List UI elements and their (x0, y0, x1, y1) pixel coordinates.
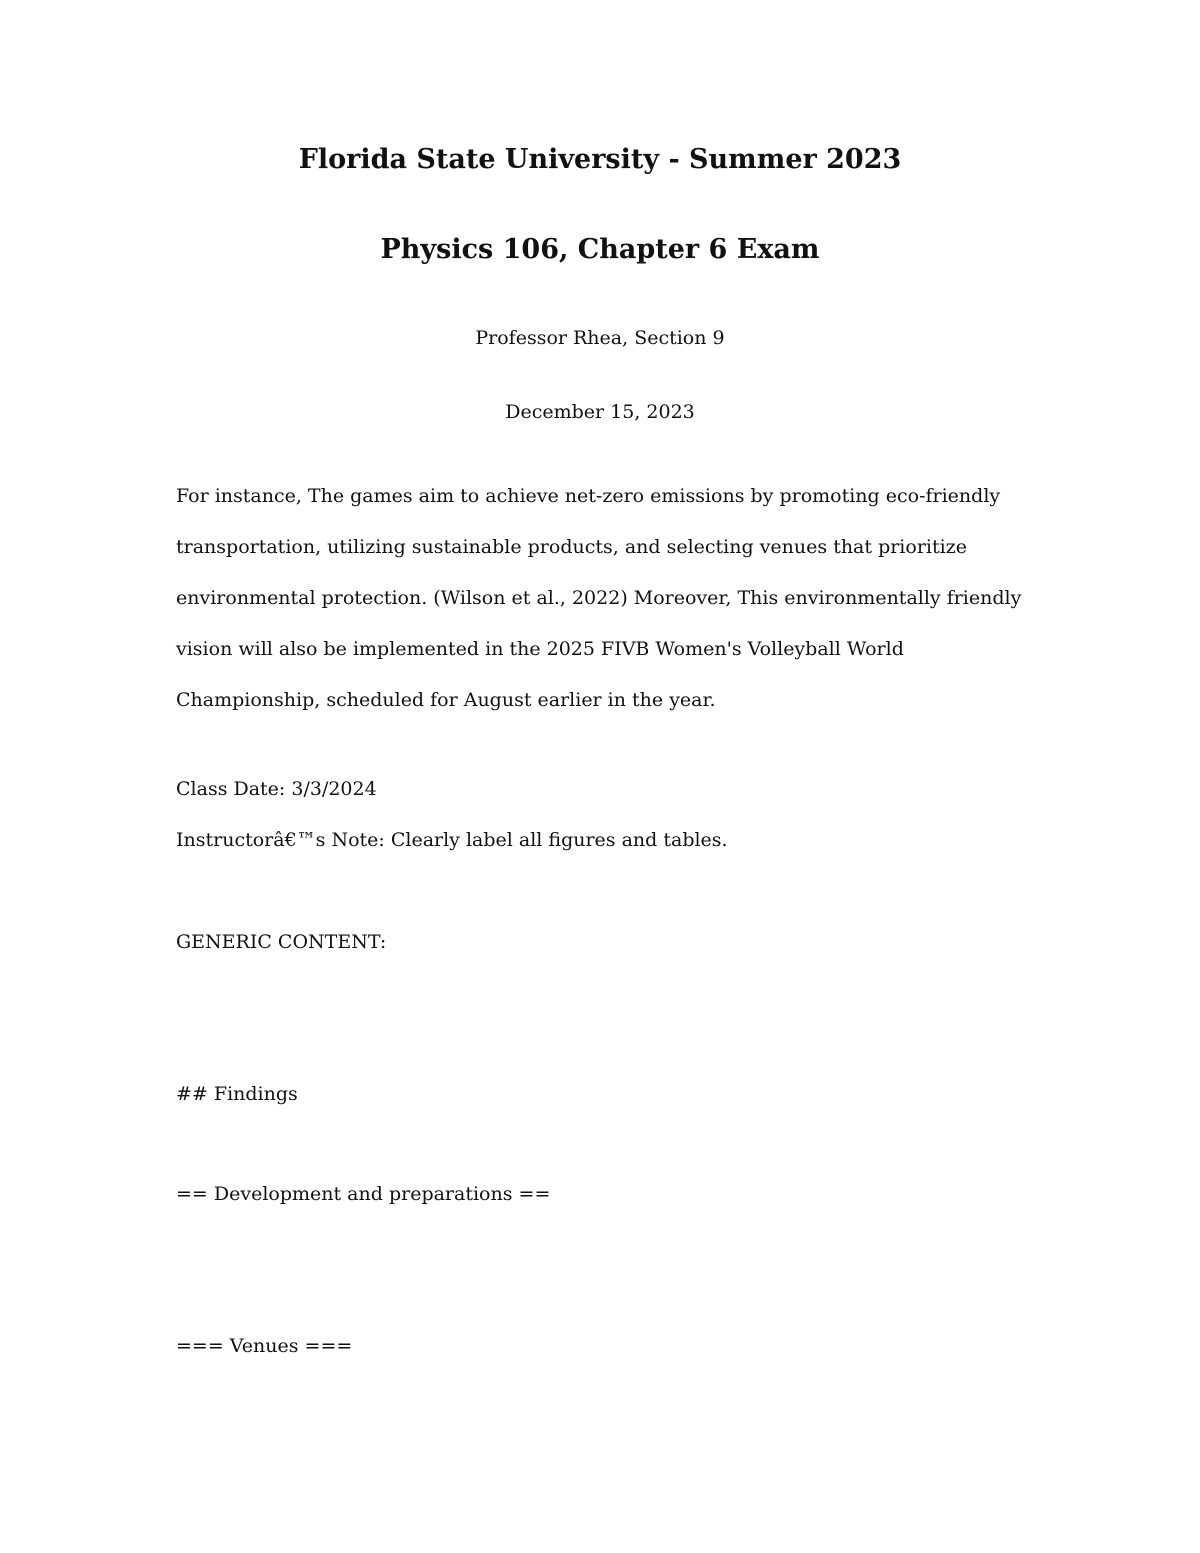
findings-heading: ## Findings (176, 1083, 298, 1105)
instructor-note: Instructorâ€™s Note: Clearly label all figures and tables. (176, 829, 728, 851)
venues-heading: === Venues === (176, 1335, 353, 1357)
development-heading: == Development and preparations == (176, 1183, 551, 1205)
document-subtitle: Physics 106, Chapter 6 Exam (380, 234, 820, 265)
document-date: December 15, 2023 (505, 401, 695, 423)
document-title: Florida State University - Summer 2023 (298, 144, 902, 175)
class-date: Class Date: 3/3/2024 (176, 778, 377, 800)
generic-content-label: GENERIC CONTENT: (176, 931, 387, 953)
body-paragraph: For instance, The games aim to achieve net-zero emissions by promoting eco-friendly transportation, utilizing sustainable products, and selecting venues that prioritize environmental protection. (Wilson et al., 2022) Moreover, This environmentally friendly vision will also be implemented in the 2025 FIVB Women's Volleyball World Championship, scheduled for August earlier in the year. (176, 485, 1022, 711)
professor-section: Professor Rhea, Section 9 (475, 327, 725, 349)
